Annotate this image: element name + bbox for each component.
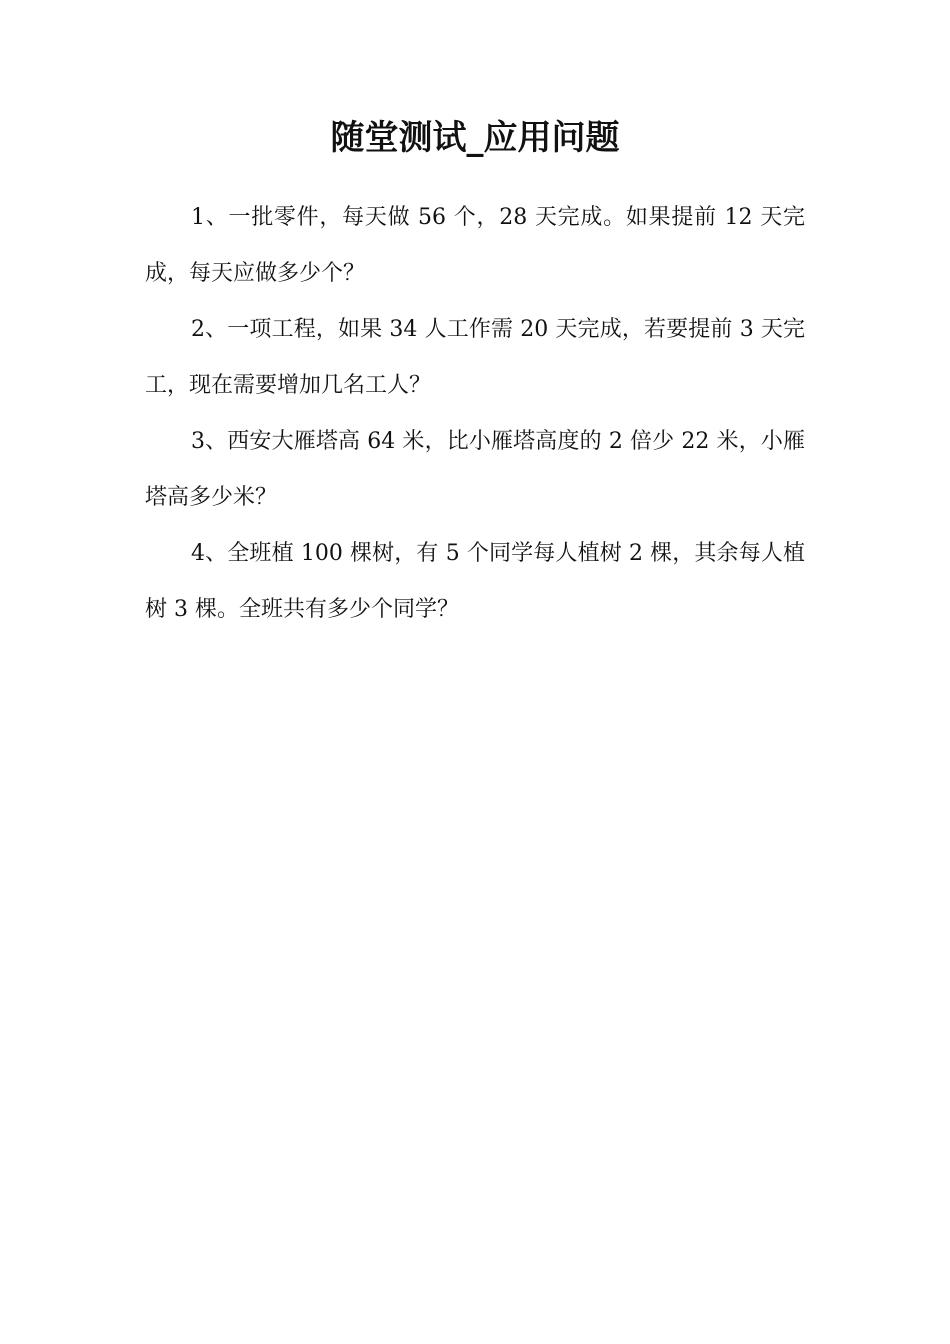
question-1: 1、一批零件，每天做 56 个，28 天完成。如果提前 12 天完成，每天应做多少个？ xyxy=(145,205,805,286)
page-title: 随堂测试_应用问题 xyxy=(330,118,620,158)
question-3: 3、西安大雁塔高 64 米，比小雁塔高度的 2 倍少 22 米，小雁塔高多少米？ xyxy=(145,429,805,510)
question-list xyxy=(145,190,805,638)
question-4: 4、全班植 100 棵树，有 5 个同学每人植树 2 棵，其余每人植树 3 棵。全班共有多少个同学？ xyxy=(145,541,805,622)
question-2: 2、一项工程，如果 34 人工作需 20 天完成，若要提前 3 天完工，现在需要增加几名工人？ xyxy=(145,317,805,398)
